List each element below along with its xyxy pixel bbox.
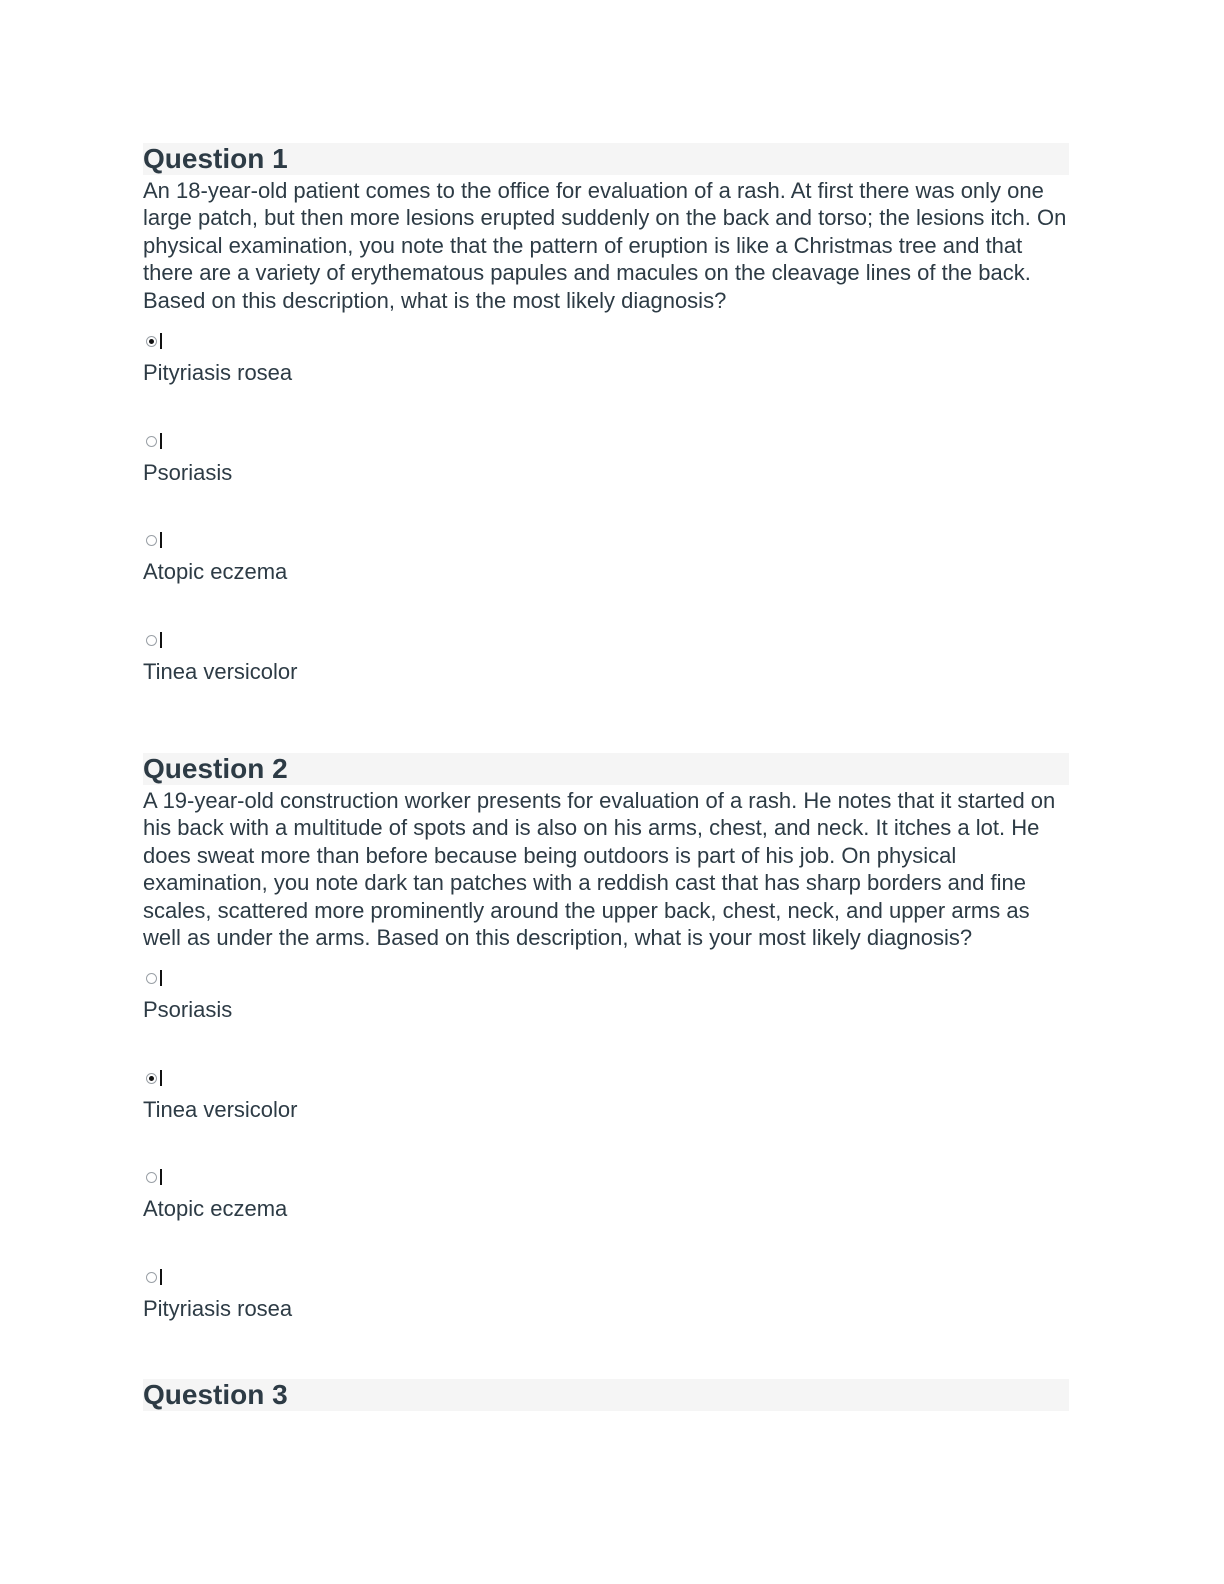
answer-option[interactable]	[143, 1268, 1069, 1368]
answer-label: Atopic eczema	[143, 1196, 288, 1222]
radio-unselected-icon[interactable]	[146, 535, 157, 546]
answer-option[interactable]	[143, 332, 1069, 432]
answer-list	[143, 969, 1069, 1367]
answer-option[interactable]	[143, 969, 1069, 1069]
answer-label: Pityriasis rosea	[143, 1295, 293, 1321]
radio-selected-icon[interactable]	[146, 1073, 157, 1084]
answer-option[interactable]	[143, 631, 1069, 731]
question-text: A 19-year-old construction worker presents for evaluation of a rash. He notes that it started on his back with a multitude of spots and is also on his arms, chest, and neck. It itches a lot. He does sweat more than before because being outdoors is part of his job. On physical examination, you note dark tan patches with a reddish cast that has sharp borders and fine scales, scattered more prominently around the upper back, chest, neck, and upper arms as well as under the arms. Based on this description, what is your most likely diagnosis?	[143, 788, 1056, 951]
answer-label: Atopic eczema	[143, 559, 288, 585]
radio-unselected-icon[interactable]	[146, 635, 157, 646]
answer-list	[143, 332, 1069, 730]
question-header: Question 3	[143, 1379, 1069, 1411]
radio-unselected-icon[interactable]	[146, 1272, 157, 1283]
question-2	[143, 753, 1069, 1367]
radio-unselected-icon[interactable]	[146, 436, 157, 447]
radio-unselected-icon[interactable]	[146, 973, 157, 984]
question-1	[143, 143, 1069, 730]
question-header: Question 2	[143, 753, 1069, 785]
answer-option[interactable]	[143, 1069, 1069, 1169]
answer-option[interactable]	[143, 531, 1069, 631]
answer-label: Psoriasis	[143, 459, 233, 485]
question-header: Question 1	[143, 143, 1069, 175]
question-3	[143, 1379, 1069, 1411]
answer-label: Tinea versicolor	[143, 1096, 298, 1122]
answer-option[interactable]	[143, 1168, 1069, 1268]
answer-label: Tinea versicolor	[143, 658, 298, 684]
radio-selected-icon[interactable]	[146, 336, 157, 347]
radio-unselected-icon[interactable]	[146, 1172, 157, 1183]
answer-option[interactable]	[143, 432, 1069, 532]
answer-label: Psoriasis	[143, 997, 233, 1023]
question-text: An 18-year-old patient comes to the office for evaluation of a rash. At first there was only one large patch, but then more lesions erupted suddenly on the back and torso; the lesions itch. On physical examination, you note that the pattern of eruption is like a Christmas tree and that there are a variety of erythematous papules and macules on the cleavage lines of the back. Based on this description, what is the most likely diagnosis?	[143, 178, 1067, 313]
answer-label: Pityriasis rosea	[143, 360, 293, 386]
